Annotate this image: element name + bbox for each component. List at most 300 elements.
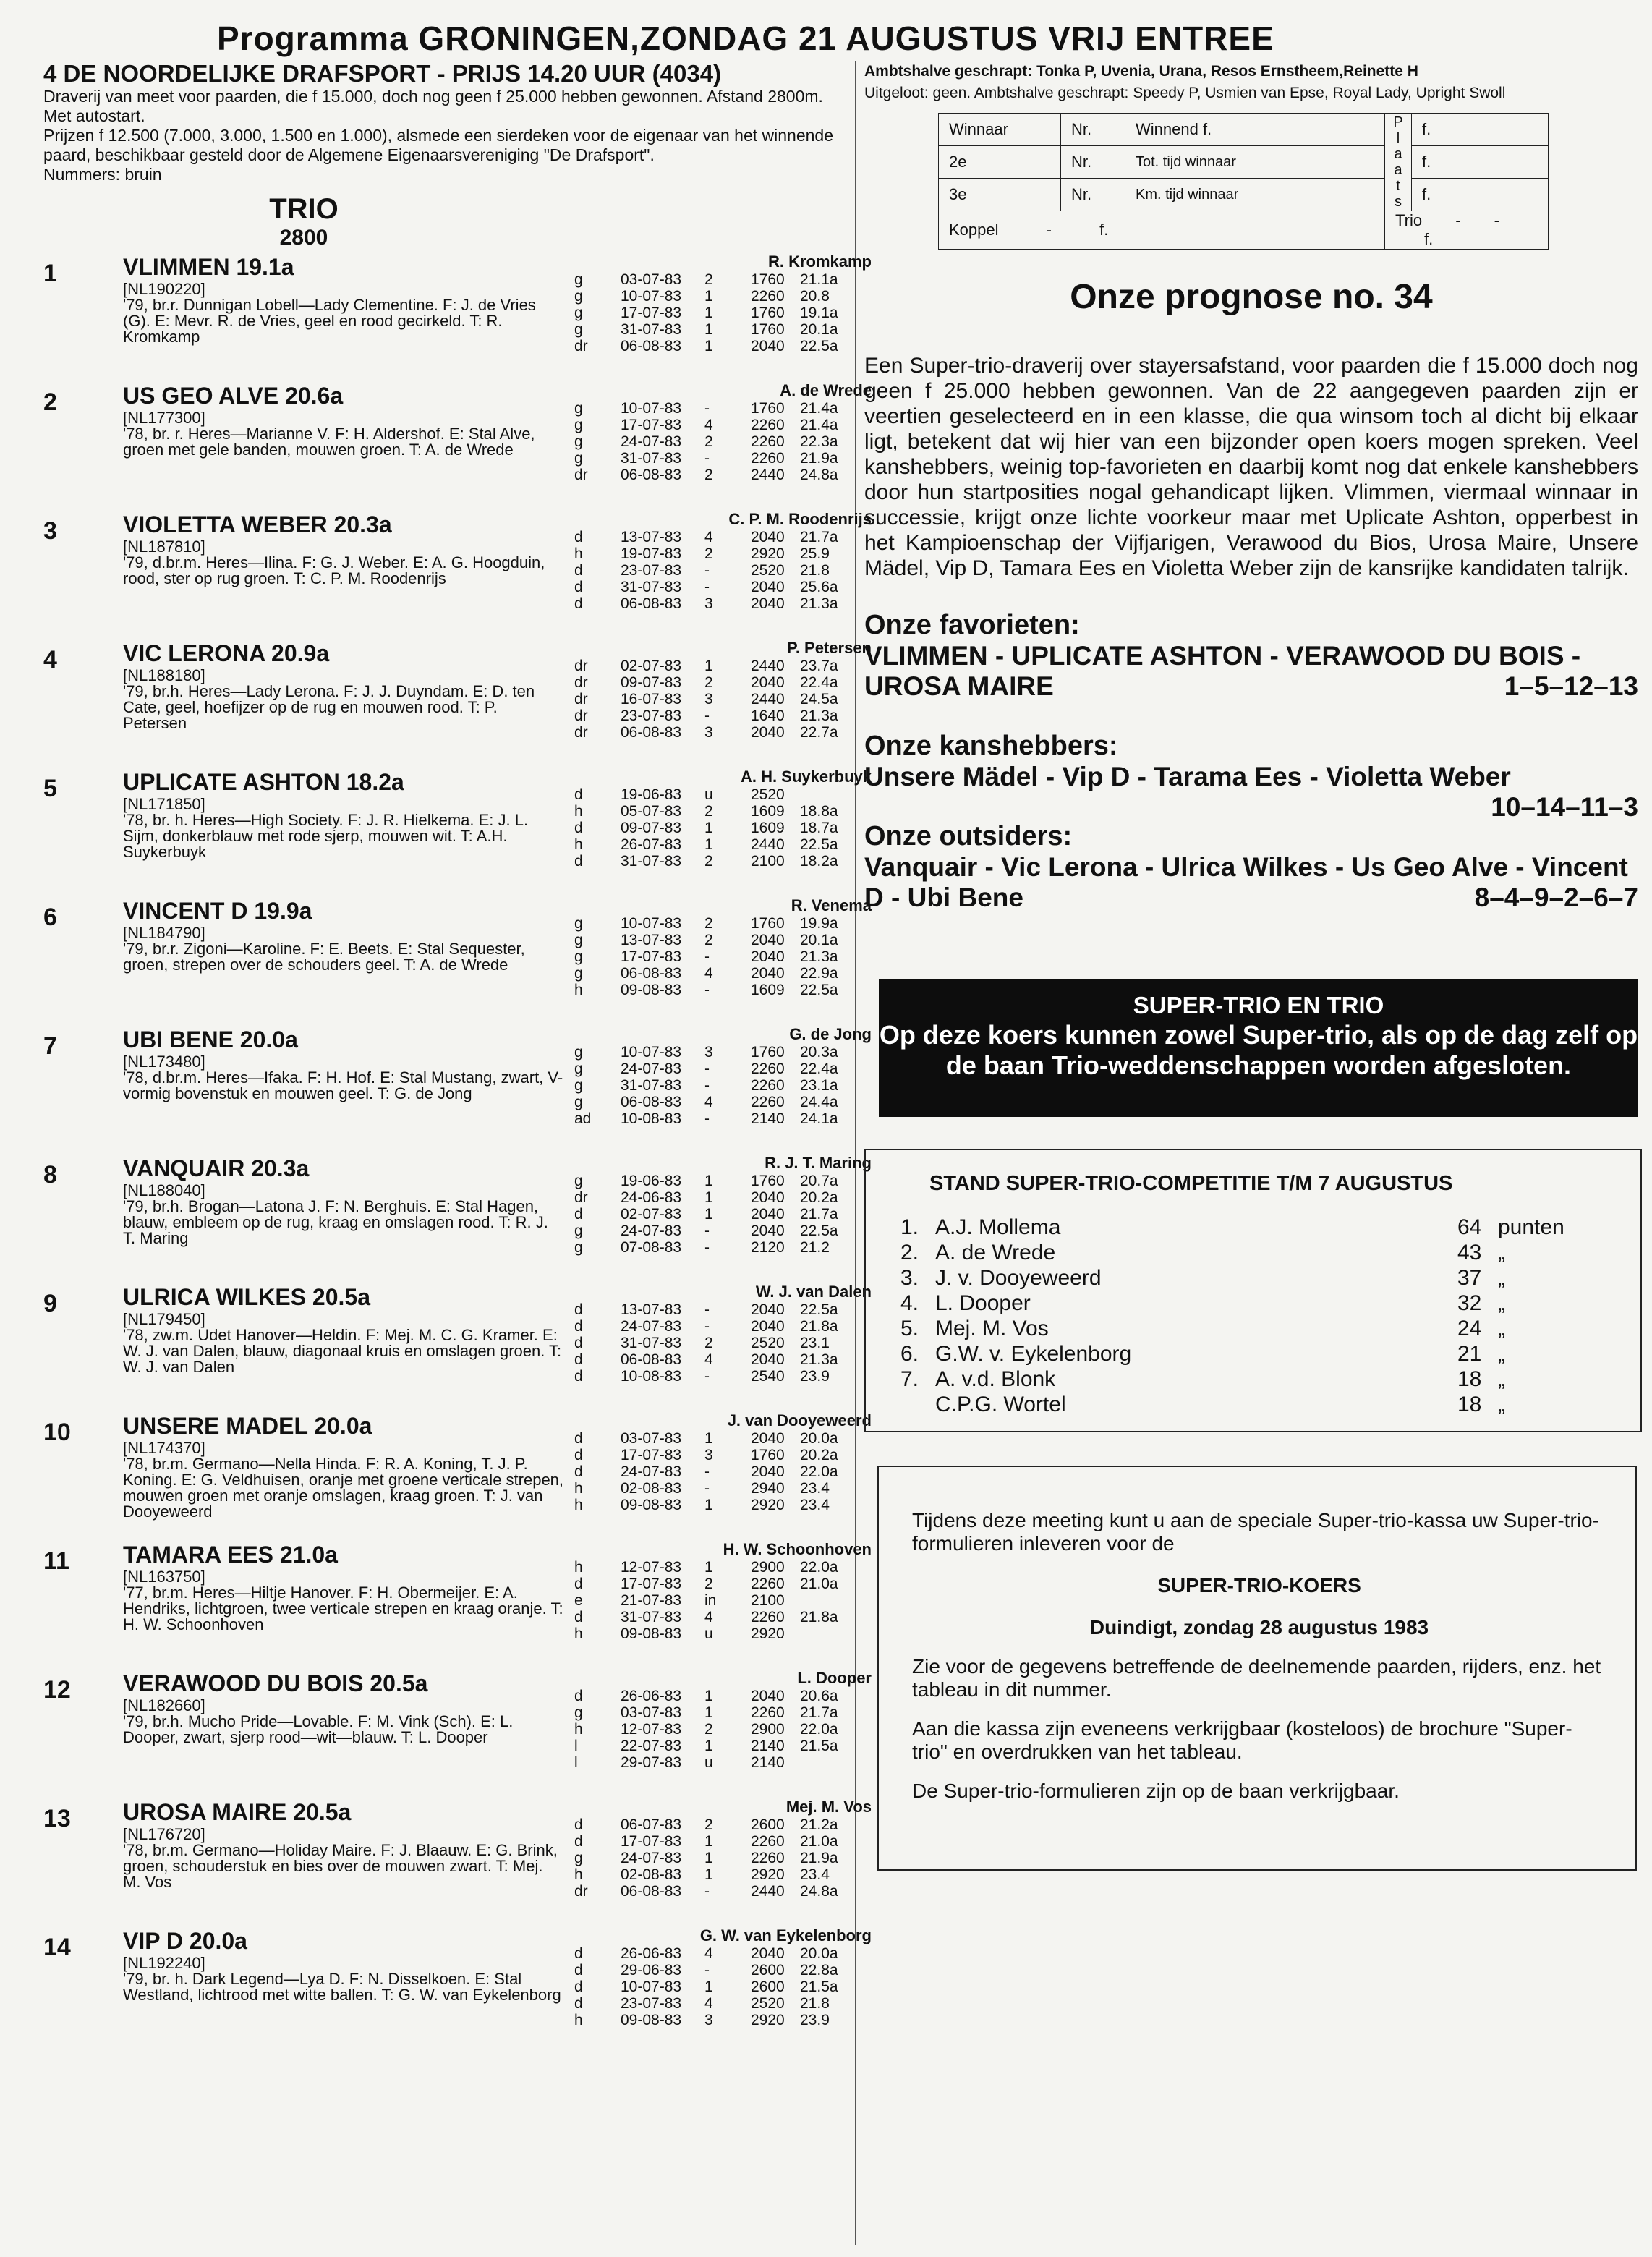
horse-entry — [43, 1667, 872, 1796]
km-time: 21.7a — [800, 1704, 838, 1721]
horse-id: [NL163750] — [123, 1568, 205, 1586]
outsiders-names: Vanquair - Vic Lerona - Ulrica Wilkes - Us Geo Alve - Vincent D - Ubi Bene — [864, 852, 1628, 912]
finish-position: 1 — [704, 1978, 713, 1995]
race-distance: 2800 — [279, 226, 328, 250]
chances-heading: Onze kanshebbers: — [864, 731, 1118, 761]
km-time: 22.0a — [800, 1463, 838, 1480]
horse-entry — [43, 637, 872, 766]
km-time: 24.8a — [800, 467, 838, 483]
horse-description: '79, d.br.m. Heres—Ilina. F: G. J. Weber. E: A. G. Hoogduin, rood, ster op rug groen. T: C. P. M. Roodenrijs — [123, 553, 545, 587]
km-time: 21.8a — [800, 1609, 838, 1625]
track-code: d — [574, 1447, 583, 1463]
race-distance: 2040 — [751, 338, 785, 354]
result-trio-dash-1: - — [1455, 211, 1461, 229]
track-code: h — [574, 836, 583, 853]
result-row — [574, 1688, 878, 1704]
result-f-2: f. — [1412, 146, 1549, 179]
race-distance: 2920 — [751, 1497, 785, 1513]
race-distance: 2940 — [751, 1480, 785, 1497]
km-time: 22.0a — [800, 1559, 838, 1576]
race-distance: 2920 — [751, 1866, 785, 1883]
result-row — [574, 1721, 878, 1738]
standings-box — [864, 1149, 1642, 1432]
horse-trainer: L. Dooper — [797, 1669, 872, 1687]
race-date: 05-07-83 — [621, 803, 682, 820]
km-time: 23.9 — [800, 1368, 830, 1385]
track-code: dr — [574, 658, 588, 674]
horse-description: '79, br.h. Heres—Lady Lerona. F: J. J. Duyndam. E: D. ten Cate, geel, hoefijzer op de rug en mouwen rood. T: P. Petersen — [123, 682, 535, 732]
track-code: g — [574, 965, 583, 982]
race-date: 06-08-83 — [621, 595, 682, 612]
result-row — [574, 1044, 878, 1061]
horse-description: '77, br.m. Heres—Hiltje Hanover. F: H. Obermeijer. E: A. Hendriks, lichtgroen, twee verticale strepen en kraag oranje. T: H. W. Schoonhoven — [123, 1584, 563, 1633]
race-date: 17-07-83 — [621, 1576, 682, 1592]
race-distance: 2440 — [751, 836, 785, 853]
km-time: 22.4a — [800, 1061, 838, 1077]
result-row — [574, 545, 878, 562]
finish-position: - — [704, 1239, 710, 1256]
race-title: 4 DE NOORDELIJKE DRAFSPORT - PRIJS 14.20 UUR (4034) — [43, 60, 722, 87]
race-date: 02-07-83 — [621, 1206, 682, 1223]
horse-entry — [43, 1539, 872, 1667]
standings-row — [900, 1215, 1606, 1240]
result-row — [574, 1850, 878, 1866]
km-time: 24.1a — [800, 1110, 838, 1127]
banner-heading: SUPER-TRIO EN TRIO — [1133, 992, 1384, 1019]
result-f-1: f. — [1412, 114, 1549, 146]
race-date: 31-07-83 — [621, 321, 682, 338]
result-row — [574, 724, 878, 741]
result-row — [574, 674, 878, 691]
race-distance: 2600 — [751, 1816, 785, 1833]
track-code: g — [574, 1704, 583, 1721]
km-time: 21.2 — [800, 1239, 830, 1256]
track-code: d — [574, 1576, 583, 1592]
horse-entry — [43, 380, 872, 509]
horse-number: 14 — [43, 1934, 71, 1961]
finish-position: 3 — [704, 595, 713, 612]
km-time: 22.5a — [800, 982, 838, 998]
track-code: d — [574, 1978, 583, 1995]
km-time: 21.9a — [800, 1850, 838, 1866]
finish-position: 2 — [704, 1721, 713, 1738]
race-distance: 2040 — [751, 579, 785, 595]
prognosis-title: Onze prognose no. 34 — [1070, 278, 1433, 316]
race-distance: 2140 — [751, 1738, 785, 1754]
race-distance: 2260 — [751, 1094, 785, 1110]
result-row — [574, 1447, 878, 1463]
horse-number: 5 — [43, 775, 57, 802]
km-time: 22.3a — [800, 433, 838, 450]
info-intro: Tijdens deze meeting kunt u aan de speciale Super-trio-kassa uw Super-trio-formulieren inleveren voor de — [912, 1509, 1599, 1555]
race-date: 19-07-83 — [621, 545, 682, 562]
km-time: 23.1a — [800, 1077, 838, 1094]
track-code: g — [574, 1094, 583, 1110]
horse-name: VIC LERONA 20.9a — [123, 640, 330, 666]
horse-name: UBI BENE 20.0a — [123, 1027, 298, 1053]
result-km-tijd-label: Km. tijd winnaar — [1125, 179, 1385, 211]
horse-id: [NL188040] — [123, 1181, 205, 1199]
finish-position: 2 — [704, 271, 713, 288]
track-code: dr — [574, 674, 588, 691]
track-code: d — [574, 786, 583, 803]
km-time: 23.4 — [800, 1866, 830, 1883]
track-code: h — [574, 982, 583, 998]
km-time: 20.2a — [800, 1189, 838, 1206]
standings-rank: 4. — [900, 1291, 919, 1315]
outsiders-heading: Onze outsiders: — [864, 821, 1073, 851]
race-date: 09-08-83 — [621, 1497, 682, 1513]
finish-position: 2 — [704, 1576, 713, 1592]
km-time: 20.8 — [800, 288, 830, 305]
track-code: h — [574, 803, 583, 820]
track-code: d — [574, 595, 583, 612]
race-distance: 2260 — [751, 1704, 785, 1721]
standings-points: 21 — [1457, 1342, 1482, 1366]
standings-name: A.J. Mollema — [935, 1215, 1061, 1239]
result-row — [574, 1833, 878, 1850]
race-date: 09-08-83 — [621, 1625, 682, 1642]
horse-results — [574, 658, 878, 741]
finish-position: 1 — [704, 1173, 713, 1189]
race-date: 06-08-83 — [621, 724, 682, 741]
horse-list — [43, 251, 872, 2054]
race-date: 10-07-83 — [621, 915, 682, 932]
finish-position: - — [704, 948, 710, 965]
track-code: d — [574, 1301, 583, 1318]
race-distance: 2040 — [751, 965, 785, 982]
race-distance: 2040 — [751, 595, 785, 612]
race-date: 06-08-83 — [621, 965, 682, 982]
finish-position: 1 — [704, 1738, 713, 1754]
horse-trainer: R. Kromkamp — [767, 252, 872, 271]
km-time: 25.9 — [800, 545, 830, 562]
result-row — [574, 1318, 878, 1335]
race-date: 24-07-83 — [621, 1061, 682, 1077]
finish-position: - — [704, 1480, 710, 1497]
result-row — [574, 1189, 878, 1206]
race-date: 19-06-83 — [621, 1173, 682, 1189]
finish-position: - — [704, 1223, 710, 1239]
race-column — [43, 60, 872, 2054]
finish-position: 3 — [704, 724, 713, 741]
km-time: 21.5a — [800, 1738, 838, 1754]
km-time: 20.2a — [800, 1447, 838, 1463]
standings-row — [900, 1265, 1606, 1291]
km-time: 19.1a — [800, 305, 838, 321]
result-row — [574, 1301, 878, 1318]
standings-rank: 6. — [900, 1342, 919, 1366]
track-code: h — [574, 1497, 583, 1513]
result-row — [574, 932, 878, 948]
track-code: dr — [574, 724, 588, 741]
race-distance: 2140 — [751, 1110, 785, 1127]
race-date: 23-07-83 — [621, 1995, 682, 2012]
finish-position: - — [704, 707, 710, 724]
track-code: g — [574, 1239, 583, 1256]
standings-unit: „ — [1498, 1342, 1505, 1366]
horse-number: 3 — [43, 517, 57, 545]
result-nr-label-3: Nr. — [1061, 179, 1125, 211]
km-time: 22.9a — [800, 965, 838, 982]
track-code: d — [574, 1335, 583, 1351]
result-row — [574, 1609, 878, 1625]
result-row — [574, 803, 878, 820]
finish-position: 2 — [704, 803, 713, 820]
finish-position: 3 — [704, 1447, 713, 1463]
result-table — [938, 113, 1549, 250]
finish-position: - — [704, 450, 710, 467]
standings-row — [900, 1392, 1606, 1417]
race-distance: 2100 — [751, 1592, 785, 1609]
race-distance: 2600 — [751, 1978, 785, 1995]
finish-position: 1 — [704, 1559, 713, 1576]
result-row — [574, 467, 878, 483]
result-row — [574, 707, 878, 724]
race-date: 13-07-83 — [621, 529, 682, 545]
result-row — [574, 1061, 878, 1077]
track-code: g — [574, 400, 583, 417]
race-distance: 2040 — [751, 1463, 785, 1480]
result-row — [574, 982, 878, 998]
bet-type-block — [116, 193, 492, 251]
finish-position: - — [704, 1077, 710, 1094]
km-time: 22.8a — [800, 1962, 838, 1978]
race-date: 24-07-83 — [621, 1850, 682, 1866]
standings-rank: 5. — [900, 1317, 919, 1340]
race-date: 12-07-83 — [621, 1559, 682, 1576]
race-distance: 2260 — [751, 1061, 785, 1077]
horse-trainer: G. W. van Eykelenborg — [699, 1926, 872, 1944]
km-time: 21.0a — [800, 1576, 838, 1592]
info-koers: SUPER-TRIO-KOERS — [1157, 1574, 1361, 1597]
km-time: 21.3a — [800, 595, 838, 612]
race-date: 10-08-83 — [621, 1110, 682, 1127]
race-date: 06-08-83 — [621, 1883, 682, 1900]
result-row — [574, 1592, 878, 1609]
horse-id: [NL187810] — [123, 537, 205, 556]
km-time: 23.4 — [800, 1480, 830, 1497]
track-code: d — [574, 853, 583, 870]
km-time: 18.7a — [800, 820, 838, 836]
horse-description: '78, d.br.m. Heres—Ifaka. F: H. Hof. E: Stal Mustang, zwart, V-vormig bovenstuk en mouwen geel. T: G. de Jong — [123, 1068, 563, 1102]
finish-position: 4 — [704, 417, 713, 433]
race-date: 22-07-83 — [621, 1738, 682, 1754]
horse-description: '78, br. h. Heres—High Society. F: J. R. Hielkema. E: J. L. Sijm, donkerblauw met rode sjerp, mouwen wit. T: A.H. Suykerbuyk — [123, 811, 529, 861]
race-distance: 2100 — [751, 853, 785, 870]
finish-position: 2 — [704, 1816, 713, 1833]
race-date: 09-08-83 — [621, 2012, 682, 2028]
track-code: g — [574, 417, 583, 433]
horse-trainer: W. J. van Dalen — [755, 1283, 872, 1301]
standings-name: C.P.G. Wortel — [935, 1393, 1066, 1416]
horse-trainer: H. W. Schoonhoven — [723, 1540, 872, 1558]
horse-description: '79, br.h. Brogan—Latona J. F: N. Berghuis. E: Stal Hagen, blauw, embleem op de rug, kraag en omslagen rood. T: R. J. T. Maring — [123, 1197, 548, 1247]
race-distance: 2540 — [751, 1368, 785, 1385]
result-row — [574, 1962, 878, 1978]
race-distance: 2040 — [751, 529, 785, 545]
finish-position: in — [704, 1592, 717, 1609]
finish-position: 1 — [704, 305, 713, 321]
race-date: 10-07-83 — [621, 400, 682, 417]
track-code: d — [574, 1609, 583, 1625]
finish-position: - — [704, 562, 710, 579]
result-row — [574, 450, 878, 467]
track-code: d — [574, 1833, 583, 1850]
track-code: d — [574, 562, 583, 579]
horse-results — [574, 915, 878, 998]
track-code: d — [574, 1816, 583, 1833]
standings-points: 37 — [1457, 1266, 1482, 1290]
race-distance: 2260 — [751, 433, 785, 450]
km-time: 23.4 — [800, 1497, 830, 1513]
race-date: 02-08-83 — [621, 1480, 682, 1497]
track-code: d — [574, 1206, 583, 1223]
result-winner-label: Winnaar — [939, 114, 1061, 146]
race-date: 24-06-83 — [621, 1189, 682, 1206]
result-row — [574, 1978, 878, 1995]
horse-number: 4 — [43, 646, 57, 673]
finish-position: - — [704, 1463, 710, 1480]
track-code: d — [574, 1945, 583, 1962]
km-time: 23.1 — [800, 1335, 830, 1351]
race-date: 31-07-83 — [621, 853, 682, 870]
horse-entry — [43, 1796, 872, 1925]
horse-id: [NL182660] — [123, 1696, 205, 1714]
km-time: 21.5a — [800, 1978, 838, 1995]
result-row — [574, 1945, 878, 1962]
race-distance: 1760 — [751, 1044, 785, 1061]
info-date: Duindigt, zondag 28 augustus 1983 — [1089, 1616, 1429, 1638]
race-distance: 2920 — [751, 545, 785, 562]
horse-number: 13 — [43, 1805, 71, 1832]
race-date: 13-07-83 — [621, 1301, 682, 1318]
horse-name: VIP D 20.0a — [123, 1928, 247, 1954]
result-row — [574, 853, 878, 870]
scratched-line-1: Ambtshalve geschrapt: Tonka P, Uvenia, Urana, Resos Ernstheem,Reinette H — [864, 63, 1418, 80]
horse-id: [NL190220] — [123, 280, 205, 298]
horse-trainer: P. Petersen — [786, 639, 872, 657]
race-date: 02-08-83 — [621, 1866, 682, 1883]
horse-entry — [43, 509, 872, 637]
race-date: 17-07-83 — [621, 417, 682, 433]
race-distance: 2140 — [751, 1754, 785, 1771]
km-time: 22.0a — [800, 1721, 838, 1738]
result-row — [574, 1704, 878, 1721]
race-date: 09-07-83 — [621, 674, 682, 691]
result-row — [574, 1754, 878, 1771]
track-code: g — [574, 271, 583, 288]
race-date: 16-07-83 — [621, 691, 682, 707]
finish-position: 2 — [704, 467, 713, 483]
race-distance: 2040 — [751, 1189, 785, 1206]
track-code: d — [574, 529, 583, 545]
finish-position: - — [704, 1318, 710, 1335]
result-row — [574, 1206, 878, 1223]
finish-position: u — [704, 1754, 713, 1771]
race-date: 17-07-83 — [621, 305, 682, 321]
result-row — [574, 1463, 878, 1480]
result-row — [574, 1625, 878, 1642]
race-date: 06-08-83 — [621, 338, 682, 354]
horse-name: VLIMMEN 19.1a — [123, 254, 294, 280]
race-date: 31-07-83 — [621, 1335, 682, 1351]
race-date: 06-08-83 — [621, 1094, 682, 1110]
track-code: d — [574, 1962, 583, 1978]
race-date: 06-07-83 — [621, 1816, 682, 1833]
km-time: 20.0a — [800, 1945, 838, 1962]
km-time: 18.8a — [800, 803, 838, 820]
finish-position: 1 — [704, 1704, 713, 1721]
race-distance: 2040 — [751, 674, 785, 691]
finish-position: 4 — [704, 1351, 713, 1368]
result-row — [574, 1351, 878, 1368]
race-date: 12-07-83 — [621, 1721, 682, 1738]
standings-unit: „ — [1498, 1393, 1505, 1416]
race-date: 17-07-83 — [621, 1447, 682, 1463]
standings-points: 32 — [1457, 1291, 1482, 1315]
finish-position: - — [704, 579, 710, 595]
finish-position: 2 — [704, 915, 713, 932]
horse-name: UNSERE MADEL 20.0a — [123, 1413, 372, 1439]
km-time: 21.7a — [800, 1206, 838, 1223]
result-row — [574, 658, 878, 674]
finish-position: - — [704, 982, 710, 998]
result-tot-tijd-label: Tot. tijd winnaar — [1125, 146, 1385, 179]
standings-name: Mej. M. Vos — [935, 1317, 1049, 1340]
race-distance: 2040 — [751, 724, 785, 741]
track-code: dr — [574, 691, 588, 707]
race-date: 10-07-83 — [621, 1044, 682, 1061]
race-distance: 2440 — [751, 1883, 785, 1900]
finish-position: - — [704, 1883, 710, 1900]
horse-entry — [43, 1925, 872, 2054]
race-distance: 2260 — [751, 450, 785, 467]
standings-unit: „ — [1498, 1367, 1505, 1391]
super-trio-banner — [879, 979, 1638, 1117]
info-box — [877, 1466, 1637, 1871]
finish-position: 1 — [704, 1189, 713, 1206]
race-distance: 2440 — [751, 691, 785, 707]
horse-results — [574, 1945, 878, 2028]
result-row — [574, 1738, 878, 1754]
race-distance: 1640 — [751, 707, 785, 724]
race-date: 17-07-83 — [621, 948, 682, 965]
track-code: dr — [574, 467, 588, 483]
race-distance: 1760 — [751, 1447, 785, 1463]
result-second-label: 2e — [939, 146, 1061, 179]
finish-position: 2 — [704, 932, 713, 948]
km-time: 20.6a — [800, 1688, 838, 1704]
track-code: dr — [574, 338, 588, 354]
banner-text: Op deze koers kunnen zowel Super-trio, als op de dag zelf op de baan Trio-weddenschappen worden afgesloten. — [879, 1020, 1638, 1080]
favorites-numbers: 1–5–12–13 — [1504, 671, 1638, 701]
horse-results — [574, 1044, 878, 1127]
race-date: 03-07-83 — [621, 1430, 682, 1447]
result-row — [574, 1223, 878, 1239]
horse-id: [NL171850] — [123, 795, 205, 813]
track-code: dr — [574, 1883, 588, 1900]
standings-unit: „ — [1498, 1317, 1505, 1340]
result-row — [574, 820, 878, 836]
horse-number: 10 — [43, 1419, 71, 1446]
race-description: Draverij van meet voor paarden, die f 15.000, doch nog geen f 25.000 hebben gewonnen. Afstand 2800m. Met autostart. — [43, 87, 823, 125]
result-row — [574, 1335, 878, 1351]
horse-name: TAMARA EES 21.0a — [123, 1542, 338, 1568]
track-code: d — [574, 1368, 583, 1385]
race-distance: 2520 — [751, 786, 785, 803]
finish-position: 3 — [704, 2012, 713, 2028]
